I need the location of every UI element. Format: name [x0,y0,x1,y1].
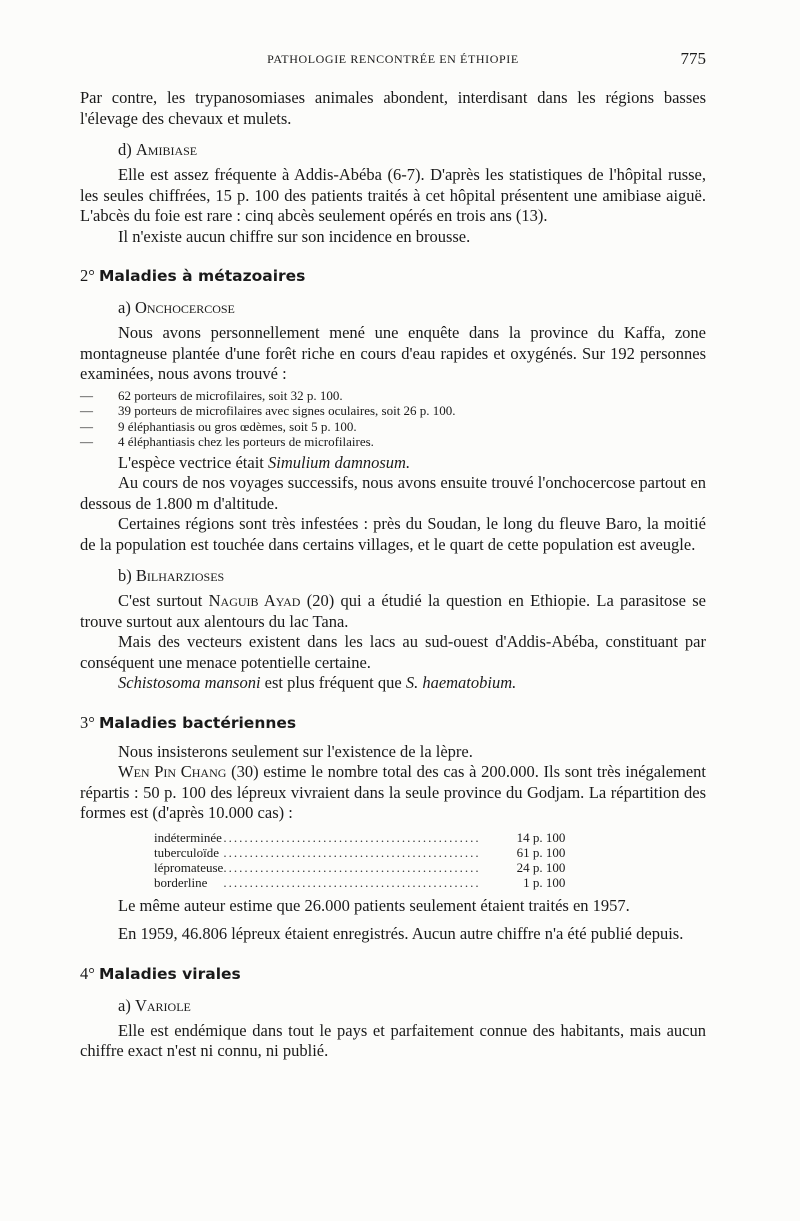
list-item: — 39 porteurs de microfilaires avec signes oculaires, soit 26 p. 100. [80,403,456,418]
form-value: 24 p. 100 [516,859,566,875]
running-title: PATHOLOGIE RENCONTRÉE EN ÉTHIOPIE [267,52,519,66]
paragraph-lepre: Nous insisterons seulement sur l'existence de la lèpre. [118,741,473,761]
section-number: 2° [80,266,95,285]
paragraph-onchocercose-altitude: Au cours de nos voyages successifs, nous avons ensuite trouvé l'onchocercose partout en dessous de 1.800 m d'altitude. [80,473,706,513]
form-label: lépromateuse [154,859,224,875]
subheading-variole [118,996,706,1016]
section-heading-virales [80,963,706,985]
section-title: Maladies à métazoaires [98,267,306,285]
paragraph-bilharzioses-tana: C'est surtout Naguib Ayad (20) qui a étudié la question en Ethiopie. La parasitose se trouve surtout aux alentours du lac Tana. [80,591,706,631]
table-row [154,845,565,860]
findings-list [80,388,706,450]
subheading-prefix: b) [118,566,132,585]
list-item: — 62 porteurs de microfilaires, soit 32 p. 100. [80,387,343,403]
dot-leader: ................................................. [223,829,481,845]
list-item: — 9 éléphantiasis ou gros œdèmes, soit 5 p. 100. [80,418,357,434]
form-label: borderline [154,874,208,890]
section-heading-metazoaires [80,265,706,287]
author-name: Naguib Ayad [208,591,301,610]
paragraph-schistosoma: Schistosoma mansoni est plus fréquent que S. haematobium. [118,673,517,692]
subheading-prefix: a) [118,995,131,1015]
page-number: 775 [680,49,706,68]
form-value: 61 p. 100 [516,844,566,860]
paragraph-amibiase-brousse: Il n'existe aucun chiffre sur son incidence en brousse. [118,226,471,246]
form-label: indéterminée [154,829,222,845]
paragraph-variole: Elle est endémique dans tout le pays et parfaitement connue des habitants, mais aucun chiffre exact n'est ni connu, ni publié. [80,1020,706,1060]
page-header [80,49,706,72]
paragraph-vector-species: L'espèce vectrice était Simulium damnosum. [118,452,411,472]
subheading-onchocercose [118,298,706,318]
subheading-title: Amibiase [135,140,198,159]
subheading-title: Bilharzioses [135,566,225,585]
dot-leader: ................................................. [223,874,481,890]
paragraph-trypanosomiases: Par contre, les trypanosomiases animales abondent, interdisant dans les régions basses l'élevage des chevaux et mulets. [80,88,706,128]
table-row [154,875,565,890]
author-name: Wen Pin Chang [118,762,227,781]
dot-leader: ................................................. [223,859,481,875]
paragraph-onchocercose-regions: Certaines régions sont très infestées : près du Soudan, le long du fleuve Baro, la moitié de la population est touchée dans certains villages, et le quart de cette population est aveugle. [80,514,706,554]
article-body [80,88,706,1062]
paragraph-lepre-cas: Wen Pin Chang (30) estime le nombre total des cas à 200.000. Ils sont très inégalement répartis : 50 p. 100 des lépreux vivraient dans la seule province du Godjam. La répartition des formes est (d'après 10.000 cas) : [80,762,707,822]
species-name: Simulium damnosum. [268,452,411,472]
subheading-amibiase [118,140,706,160]
section-number: 4° [80,963,95,983]
form-label: tuberculoïde [154,844,219,860]
paragraph-lepre-enregistres: En 1959, 46.806 lépreux étaient enregistrés. Aucun autre chiffre n'a été publié depuis. [118,924,684,943]
section-number: 3° [80,712,95,732]
section-title: Maladies virales [98,964,241,983]
section-heading-bacteriennes [80,712,706,734]
table-row [154,860,565,875]
species-name: Schistosoma mansoni [118,673,261,692]
species-name: S. haematobium. [405,673,517,692]
dot-leader: ................................................. [223,844,481,860]
paragraph-lepre-traites: Le même auteur estime que 26.000 patients seulement étaient traités en 1957. [118,895,630,915]
subheading-title: Variole [134,995,191,1015]
paragraph-bilharzioses-vecteurs: Mais des vecteurs existent dans les lacs au sud-ouest d'Addis-Abéba, constituant par conséquent une menace potentielle certaine. [80,632,706,672]
subheading-prefix: d) [118,140,132,159]
form-value: 14 p. 100 [516,829,566,845]
paragraph-amibiase-stats: Elle est assez fréquente à Addis-Abéba (6-7). D'après les statistiques de l'hôpital russe, les seules chiffrées, 15 p. 100 des patients traités à cet hôpital présentent une amibiase aiguë. L'abcès du foie est rare : cinq abcès seulement opérés en trois ans (13). [80,165,706,225]
paragraph-onchocercose-enquete: Nous avons personnellement mené une enquête dans la province du Kaffa, zone montagneuse plantée d'une forêt riche en cours d'eau rapides et oxygénés. Sur 192 personnes examinées, nous avons trouvé : [80,323,706,383]
subheading-title: Onchocercose [134,298,235,317]
list-item: — 4 éléphantiasis chez les porteurs de microfilaires. [80,434,374,449]
subheading-bilharzioses [118,566,706,586]
leprosy-forms-table [154,830,565,890]
section-title: Maladies bactériennes [98,713,297,732]
form-value: 1 p. 100 [523,874,566,890]
table-row [154,830,565,845]
subheading-prefix: a) [118,298,131,317]
